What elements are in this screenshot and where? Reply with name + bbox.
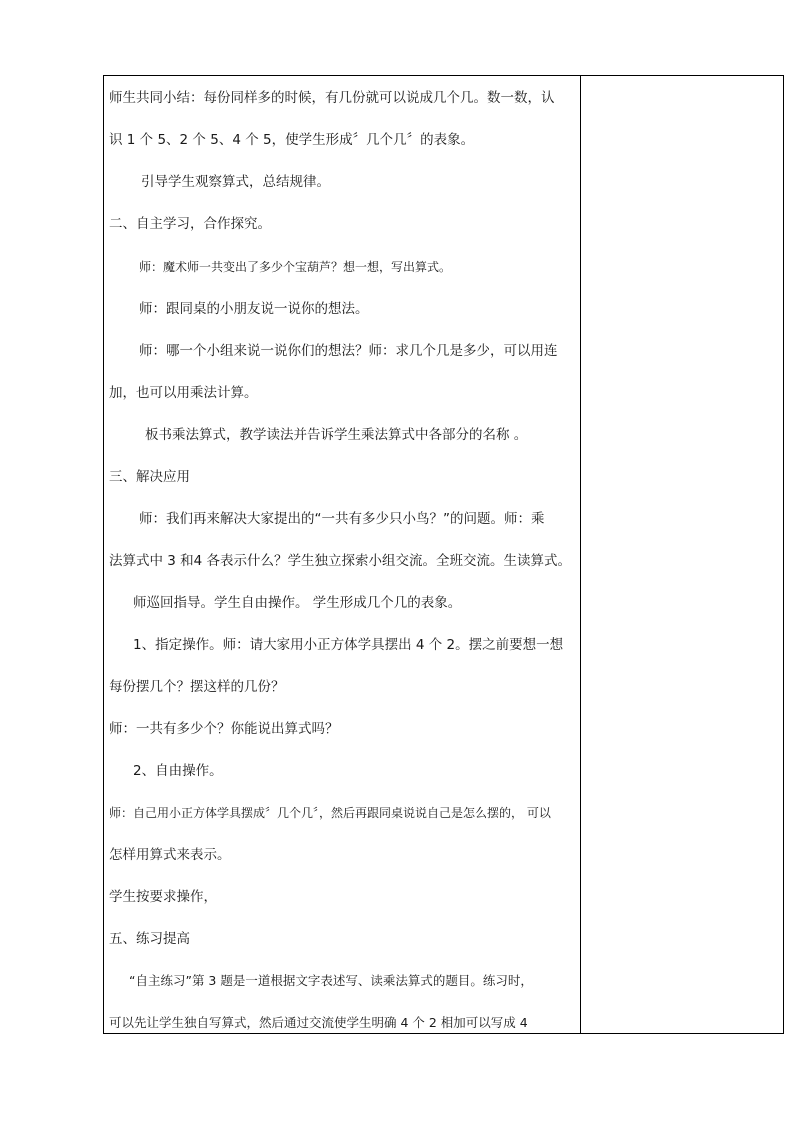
text-line-operation-1-cont: 每份摆几个？摆这样的几份？: [109, 679, 285, 695]
section-heading-2: 二、自主学习，合作探究。: [109, 216, 271, 232]
text-line-magic: 师：魔术师一共变出了多少个宝葫芦？想一想，写出算式。: [139, 260, 452, 274]
text-line-guide: 师巡回指导。学生自由操作。 学生形成几个几的表象。: [133, 595, 462, 611]
text-line-partner: 师：跟同桌的小朋友说一说你的想法。: [139, 301, 369, 317]
text-line-birds-cont: 法算式中 3 和4 各表示什么？学生独立探索小组交流。全班交流。生读算式。: [109, 553, 572, 569]
text-line-birds: 师：我们再来解决大家提出的“一共有多少只小鸟？”的问题。师：乘: [139, 511, 545, 527]
text-line-operation-2: 2、自由操作。: [133, 763, 223, 779]
text-line-summary: 师生共同小结：每份同样多的时候，有几份就可以说成几个几。数一数，认: [109, 90, 555, 106]
section-heading-5: 五、练习提高: [109, 931, 190, 947]
text-line-group: 师：哪一个小组来说一说你们的想法？师：求几个几是多少，可以用连: [139, 343, 558, 359]
text-line-observe: 引导学生观察算式，总结规律。: [141, 174, 330, 190]
text-line-operation-1: 1、指定操作。师：请大家用小正方体学具摆出 4 个 2。摆之前要想一想: [133, 637, 564, 653]
text-line-students-operate: 学生按要求操作，: [109, 889, 217, 905]
text-line-group-cont: 加，也可以用乘法计算。: [109, 385, 258, 401]
text-line-self-build: 师：自己用小正方体学具摆成〞几个几〞，然后再跟同桌说说自己是怎么摆的， 可以: [109, 806, 551, 820]
text-line-count: 师：一共有多少个？你能说出算式吗？: [109, 721, 339, 737]
text-line-board: 板书乘法算式，教学读法并告诉学生乘法算式中各部分的名称 。: [145, 427, 528, 443]
section-heading-3: 三、解决应用: [109, 469, 190, 485]
text-line-practice: “自主练习”第 3 题是一道根据文字表述写、读乘法算式的题目。练习时，: [129, 973, 533, 988]
text-line-practice-cont: 可以先让学生独自写算式，然后通过交流使学生明确 4 个 2 相加可以写成 4: [109, 1015, 528, 1030]
text-line-summary-cont: 识 1 个 5、2 个 5、4 个 5，使学生形成〞几个几〞的表象。: [109, 132, 475, 148]
text-line-self-build-cont: 怎样用算式来表示。: [109, 847, 231, 863]
table-column-divider: [580, 75, 581, 1034]
